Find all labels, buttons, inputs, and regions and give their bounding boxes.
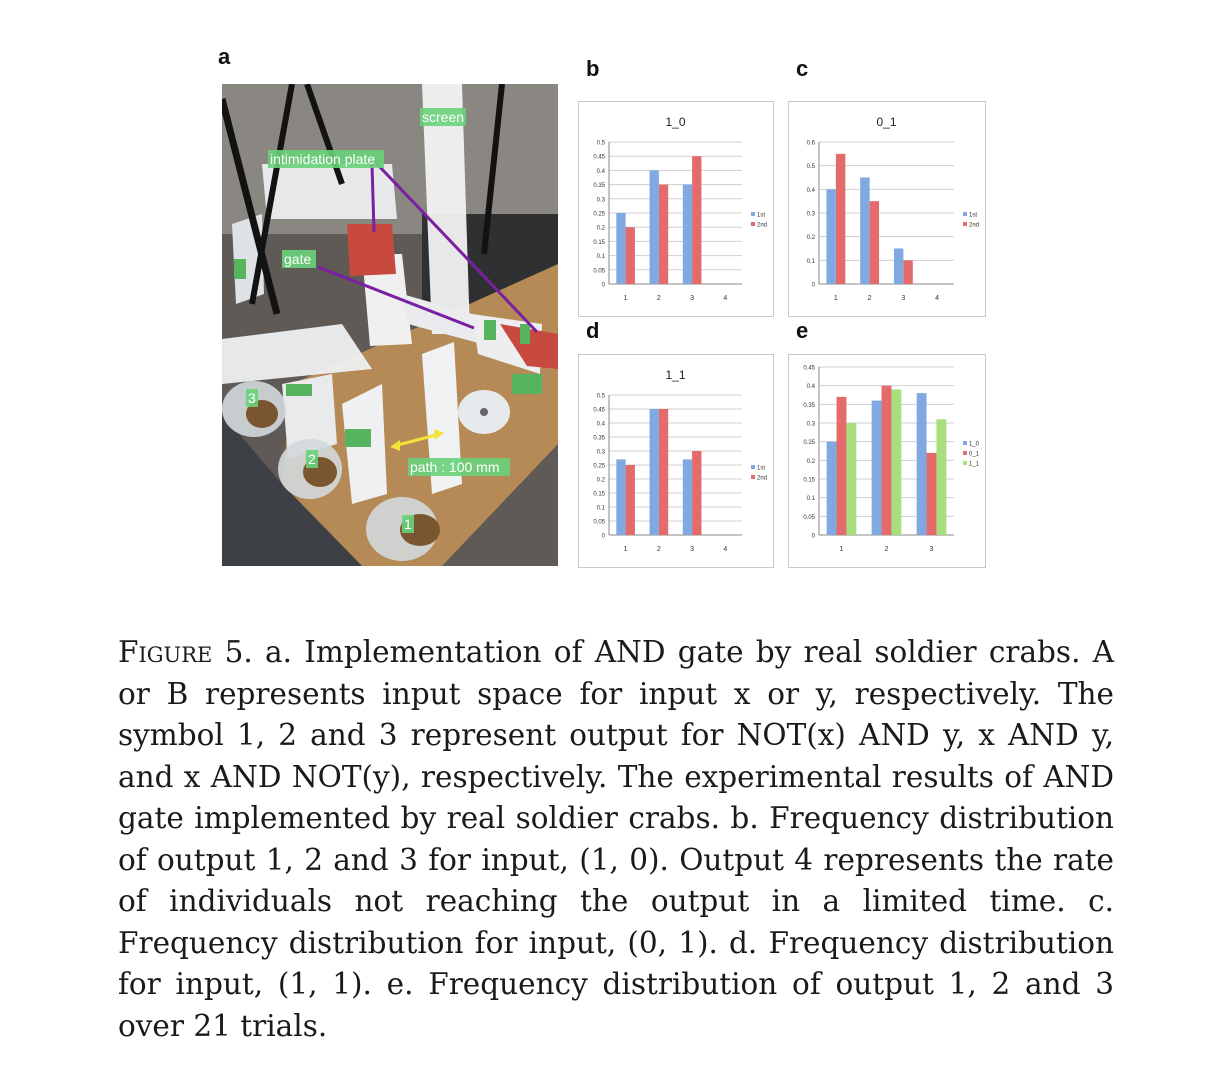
y-tick-label: 0.2 bbox=[806, 458, 815, 465]
bar-e-1_1-1 bbox=[846, 423, 856, 535]
chart-d-svg bbox=[579, 355, 773, 567]
bar-d-2nd-1 bbox=[626, 465, 635, 535]
x-tick-label: 2 bbox=[884, 546, 889, 553]
bar-d-1st-1 bbox=[616, 459, 625, 535]
bar-b-1st-3 bbox=[683, 185, 692, 284]
legend-swatch bbox=[963, 222, 967, 226]
label-screen: screen bbox=[422, 109, 465, 125]
legend-label: 1st bbox=[757, 465, 766, 472]
bar-d-2nd-2 bbox=[659, 409, 668, 535]
y-tick-label: 0.1 bbox=[596, 254, 605, 261]
x-tick-label: 3 bbox=[901, 295, 906, 302]
label-path: path : 100 mm bbox=[410, 459, 500, 475]
bar-d-1st-3 bbox=[683, 459, 692, 535]
bar-e-1_0-2 bbox=[872, 401, 882, 535]
y-tick-label: 0.15 bbox=[593, 239, 605, 246]
y-tick-label: 0.4 bbox=[806, 187, 815, 194]
y-tick-label: 0.05 bbox=[803, 514, 815, 521]
x-tick-label: 1 bbox=[833, 295, 838, 302]
y-tick-label: 0.35 bbox=[593, 435, 605, 442]
y-tick-label: 0.35 bbox=[803, 402, 815, 409]
y-tick-label: 0.5 bbox=[596, 140, 605, 147]
chart-e-svg bbox=[789, 355, 985, 567]
y-tick-label: 0.25 bbox=[803, 440, 815, 447]
y-tick-label: 0.5 bbox=[806, 164, 815, 171]
y-tick-label: 0.45 bbox=[593, 407, 605, 414]
y-tick-label: 0.3 bbox=[596, 449, 605, 456]
bar-d-1st-2 bbox=[650, 409, 659, 535]
bar-e-0_1-2 bbox=[882, 386, 892, 535]
bar-c-2nd-3 bbox=[903, 260, 912, 284]
y-tick-label: 0.3 bbox=[806, 421, 815, 428]
y-tick-label: 0.2 bbox=[596, 225, 605, 232]
legend-swatch bbox=[963, 212, 967, 216]
x-tick-label: 1 bbox=[623, 295, 628, 302]
bar-b-2nd-2 bbox=[659, 185, 668, 284]
y-tick-label: 0.25 bbox=[593, 211, 605, 218]
x-tick-label: 4 bbox=[935, 295, 940, 302]
caption-body: a. Implementation of AND gate by real soldier crabs. A or B represents input space for input x or y, respectively. The symbol 1, 2 and 3 represent output for NOT(x) AND y, x AND y, and x AND NOT(y), respectively. The experimental results of AND gate implemented by real soldier crabs. b. Frequency distribution of output 1, 2 and 3 for input, (1, 0). Output 4 represents the rate of individuals not reaching the output in a limited time. c. Frequency distribution for input, (0, 1). d. Frequency distribution for input, (1, 1). e. Frequency distribution of output 1, 2 and 3 over 21 trials. bbox=[118, 635, 1114, 1043]
x-tick-label: 3 bbox=[690, 546, 695, 553]
bar-c-1st-2 bbox=[860, 178, 869, 285]
legend-swatch bbox=[751, 212, 755, 216]
chart-b-svg bbox=[579, 102, 773, 316]
chart-title: 1_0 bbox=[665, 115, 686, 129]
bar-e-1_1-2 bbox=[891, 389, 901, 535]
legend-swatch bbox=[751, 475, 755, 479]
legend-label: 0_1 bbox=[969, 451, 980, 458]
legend-label: 1_1 bbox=[969, 461, 980, 468]
legend-label: 1st bbox=[969, 212, 978, 219]
y-tick-label: 0.1 bbox=[806, 496, 815, 503]
y-tick-label: 0 bbox=[601, 282, 605, 289]
panel-letter-d: d bbox=[586, 318, 600, 343]
y-tick-label: 0.2 bbox=[806, 235, 815, 242]
y-tick-label: 0.1 bbox=[596, 505, 605, 512]
y-tick-label: 0.2 bbox=[596, 477, 605, 484]
legend-swatch bbox=[751, 222, 755, 226]
y-tick-label: 0.6 bbox=[806, 140, 815, 147]
legend-label: 2nd bbox=[757, 222, 768, 229]
bar-c-2nd-2 bbox=[870, 201, 879, 284]
x-tick-label: 3 bbox=[690, 295, 695, 302]
caption-lead: Figure 5. bbox=[118, 635, 253, 669]
y-tick-label: 0.25 bbox=[593, 463, 605, 470]
chart-c bbox=[788, 101, 986, 317]
bar-b-1st-1 bbox=[616, 213, 625, 284]
label-output-2: 2 bbox=[308, 451, 316, 467]
bar-c-1st-3 bbox=[894, 249, 903, 285]
y-tick-label: 0 bbox=[601, 533, 605, 540]
y-tick-label: 0.15 bbox=[803, 477, 815, 484]
x-tick-label: 3 bbox=[929, 546, 934, 553]
y-tick-label: 0 bbox=[811, 533, 815, 540]
y-tick-label: 0.45 bbox=[593, 154, 605, 161]
bar-e-0_1-1 bbox=[837, 397, 847, 535]
panel-letter-a: a bbox=[218, 44, 231, 69]
bar-c-2nd-1 bbox=[836, 154, 845, 284]
y-tick-label: 0.3 bbox=[596, 197, 605, 204]
y-tick-label: 0.45 bbox=[803, 365, 815, 372]
y-tick-label: 0.1 bbox=[806, 258, 815, 265]
chart-e bbox=[788, 354, 986, 568]
bar-b-2nd-1 bbox=[626, 227, 635, 284]
bar-e-1_0-1 bbox=[827, 442, 837, 535]
x-tick-label: 4 bbox=[723, 546, 728, 553]
x-tick-label: 2 bbox=[867, 295, 872, 302]
bar-c-1st-1 bbox=[826, 189, 835, 284]
chart-b bbox=[578, 101, 774, 317]
figure-caption bbox=[118, 632, 1114, 1047]
y-tick-label: 0 bbox=[811, 282, 815, 289]
x-tick-label: 1 bbox=[623, 546, 628, 553]
legend-swatch bbox=[963, 451, 967, 455]
y-tick-label: 0.05 bbox=[593, 519, 605, 526]
y-tick-label: 0.5 bbox=[596, 393, 605, 400]
x-tick-label: 4 bbox=[723, 295, 728, 302]
legend-swatch bbox=[963, 441, 967, 445]
chart-title: 1_1 bbox=[665, 368, 686, 382]
legend-label: 1st bbox=[757, 212, 766, 219]
label-gate: gate bbox=[284, 251, 312, 267]
y-tick-label: 0.4 bbox=[806, 384, 815, 391]
legend-swatch bbox=[963, 461, 967, 465]
y-tick-label: 0.4 bbox=[596, 168, 605, 175]
chart-c-svg bbox=[789, 102, 985, 316]
bar-e-1_0-3 bbox=[917, 393, 927, 535]
legend-swatch bbox=[751, 465, 755, 469]
chart-d bbox=[578, 354, 774, 568]
label-intimidation-plate: intimidation plate bbox=[270, 151, 376, 167]
label-output-1: 1 bbox=[404, 516, 412, 532]
experiment-photo bbox=[222, 84, 558, 566]
label-output-3: 3 bbox=[248, 390, 256, 406]
legend-label: 2nd bbox=[757, 475, 768, 482]
y-tick-label: 0.4 bbox=[596, 421, 605, 428]
x-tick-label: 2 bbox=[656, 295, 661, 302]
legend-label: 1_0 bbox=[969, 441, 980, 448]
y-tick-label: 0.35 bbox=[593, 183, 605, 190]
bar-d-2nd-3 bbox=[692, 451, 701, 535]
panel-letter-e: e bbox=[796, 318, 809, 343]
bar-b-2nd-3 bbox=[692, 156, 701, 284]
y-tick-label: 0.15 bbox=[593, 491, 605, 498]
y-tick-label: 0.3 bbox=[806, 211, 815, 218]
x-tick-label: 2 bbox=[656, 546, 661, 553]
bar-b-1st-2 bbox=[650, 170, 659, 284]
legend-label: 2nd bbox=[969, 222, 980, 229]
panel-letter-b: b bbox=[586, 56, 600, 81]
bar-e-0_1-3 bbox=[927, 453, 937, 535]
y-tick-label: 0.05 bbox=[593, 268, 605, 275]
chart-title: 0_1 bbox=[876, 115, 897, 129]
bar-e-1_1-3 bbox=[936, 419, 946, 535]
panel-letter-c: c bbox=[796, 56, 809, 81]
x-tick-label: 1 bbox=[839, 546, 844, 553]
